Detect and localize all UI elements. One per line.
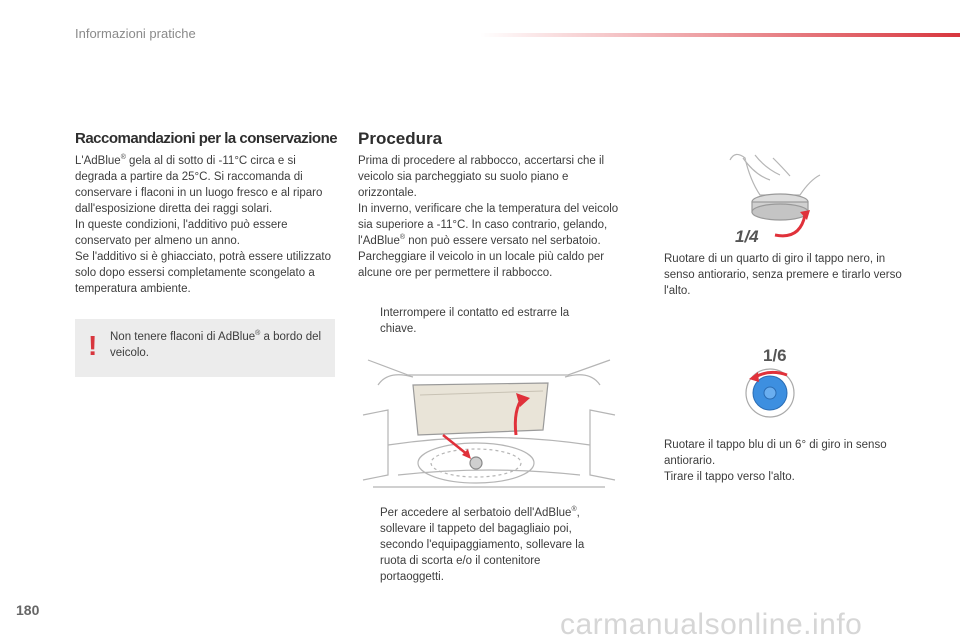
- step-text: Tirare il tappo verso l'alto.: [664, 471, 795, 483]
- registered-mark: ®: [255, 330, 261, 338]
- step-text: Ruotare il tappo blu di un 6° di giro in senso antiorario.: [664, 439, 887, 467]
- warning-text: [110, 329, 325, 361]
- step-pull-cap: [642, 469, 912, 485]
- watermark: carmanualsonline.info: [560, 608, 863, 641]
- warning-icon: !: [88, 330, 98, 361]
- warning-box: [75, 319, 335, 377]
- step-black-cap: [642, 251, 912, 299]
- warning-text-start: Non tenere flaconi di AdBlue: [110, 331, 256, 343]
- step-text-start: Per accedere al serbatoio dell'AdBlue: [380, 507, 572, 519]
- header-accent-bar: [480, 33, 960, 37]
- storage-heading: Raccomandazioni per la conservazione: [75, 130, 338, 147]
- step-open-trunk: [358, 505, 598, 585]
- step-text-end: , sollevare il tappeto del bagagliaio poi, secondo l'equipaggiamento, sollevare la ruota di scorta e/o il contenitore portaoggetti.: [380, 507, 585, 583]
- quarter-turn-label: 1/4: [735, 227, 759, 246]
- sixth-turn-label: 1/6: [763, 346, 787, 365]
- storage-text: [75, 153, 337, 297]
- storage-para-1-start: L'AdBlue: [75, 155, 121, 167]
- storage-para-1-end: gela al di sotto di -11°C circa e si degrada a partire da 25°C. Si raccomanda di conservare i flaconi in un luogo fresco e al riparo dall'esposizione diretta dei raggi solari.: [75, 155, 323, 215]
- blue-cap-illustration: [725, 345, 825, 420]
- step-blue-cap: [642, 437, 912, 469]
- step-text: Ruotare di un quarto di giro il tappo nero, in senso antiorario, senza premere e tirarlo verso l'alto.: [664, 253, 902, 297]
- registered-mark: ®: [120, 154, 126, 162]
- winter-text-start: In inverno, verificare che la temperatura del veicolo sia superiore a -11°C. In caso contrario, gelando, l'AdBlue: [358, 203, 619, 247]
- procedure-heading: Procedura: [358, 129, 443, 148]
- winter-text-end: non può essere versato nel serbatoio. Parcheggiare il veicolo in un locale più caldo per alcune ore per permettere il rabbocco.: [358, 235, 605, 279]
- step-ignition-off: [358, 305, 598, 337]
- step-text: [380, 505, 598, 585]
- procedure-intro: [358, 153, 620, 281]
- page-number: 180: [16, 602, 40, 618]
- black-cap-illustration: [725, 150, 825, 250]
- registered-mark: ®: [399, 234, 406, 242]
- step-text: Interrompere il contatto ed estrarre la chiave.: [380, 307, 570, 335]
- storage-para-3: Se l'additivo si è ghiacciato, potrà essere utilizzato solo dopo essersi completamente scongelato a temperatura ambiente.: [75, 251, 331, 295]
- procedure-intro-text: Prima di procedere al rabbocco, accertarsi che il veicolo sia parcheggiato su suolo piano e orizzontale.: [358, 155, 605, 199]
- warning-text-end: a bordo del veicolo.: [110, 331, 322, 359]
- registered-mark: ®: [571, 506, 577, 514]
- storage-para-2: In queste condizioni, l'additivo può essere conservato per almeno un anno.: [75, 219, 288, 247]
- section-title: Informazioni pratiche: [75, 26, 196, 41]
- trunk-illustration: [358, 355, 620, 492]
